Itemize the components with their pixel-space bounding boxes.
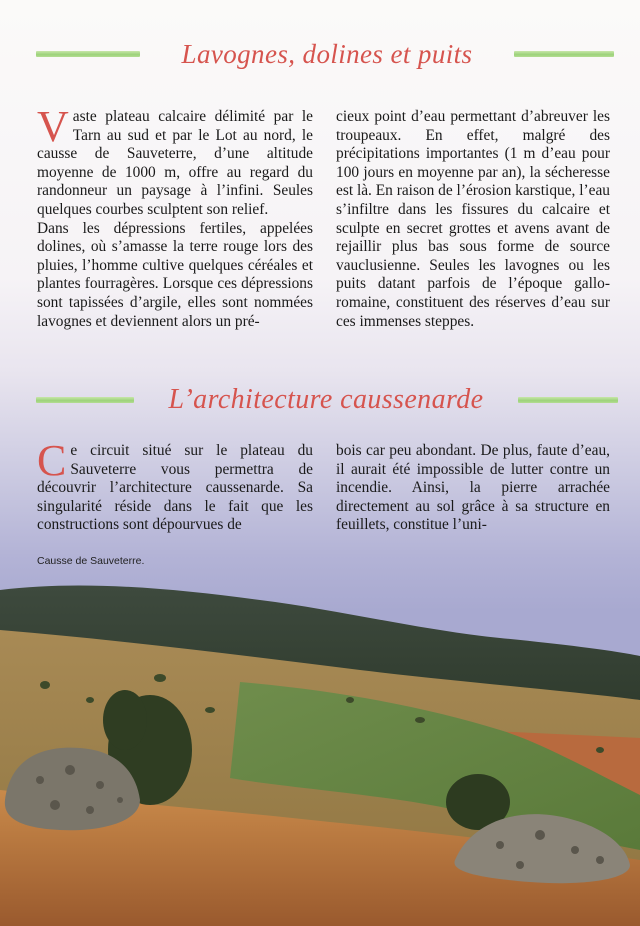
paragraph-circuit — [37, 436, 313, 535]
text-column-3 — [37, 436, 313, 535]
decorative-bar-left — [36, 397, 134, 403]
landscape-photo — [0, 560, 640, 926]
paragraph-circuit-text: e circuit situé sur le plateau du Sauveterre vous permettra de découvrir l’architecture caussenarde. Sa singularité réside dans le fait que les constructions sont dépourvues de — [37, 442, 313, 534]
heading-architecture: L’architecture caussenarde — [168, 384, 484, 415]
drop-cap: C — [37, 436, 67, 485]
paragraph-intro — [37, 102, 313, 220]
section-title-lavognes — [0, 34, 640, 74]
text-column-4 — [336, 442, 610, 535]
decorative-bar-right — [518, 397, 618, 403]
paragraph-dolines: Dans les dépressions fertiles, appelées dolines, où s’amasse la terre rouge lors des pluies, l’homme cultive quelques céréales et plantes fourragères. Lorsque ces dépressions sont tapissées d’argile, elles sont nommées lavognes et deviennent alors un pré- — [37, 219, 313, 330]
heading-lavognes: Lavognes, dolines et puits — [181, 38, 473, 69]
causse-landscape-illustration — [0, 560, 640, 926]
paragraph-water: cieux point d’eau permettant d’abreuver les troupeaux. En effet, malgré des précipitations importantes (1 m d’eau pour 100 jours en moyenne par an), la sécheresse est là. En raison de l’érosion karstique, l’eau s’infiltre dans les fissures du calcaire et sculpte en secret grottes et avens avant de rejaillir plus bas sous forme de source vauclusienne. Seules les lavognes ou les puits datant parfois de l’époque gallo-romaine, constituent des réserves d’eau sur ces immenses steppes. — [336, 108, 610, 330]
paragraph-wood: bois car peu abondant. De plus, faute d’eau, il aurait été impossible de lutter contre un incendie. Ainsi, la pierre arrachée directement au sol grâce à sa structure en feuillets, constitue l’uni- — [336, 442, 610, 534]
text-column-1 — [37, 102, 313, 331]
photo-caption: Causse de Sauveterre. — [37, 555, 145, 567]
drop-cap: V — [37, 102, 69, 151]
decorative-bar-right — [514, 51, 614, 57]
decorative-bar-left — [36, 51, 140, 57]
section-title-architecture — [0, 380, 640, 420]
text-column-2 — [336, 108, 610, 331]
paragraph-intro-text: aste plateau calcaire délimité par le Tarn au sud et par le Lot au nord, le causse de Sauveterre, d’une altitude moyenne de 1000 m, offre au regard du randonneur un paysage à l’infini. Seules quelques courbes sculptent son relief. — [37, 108, 313, 218]
